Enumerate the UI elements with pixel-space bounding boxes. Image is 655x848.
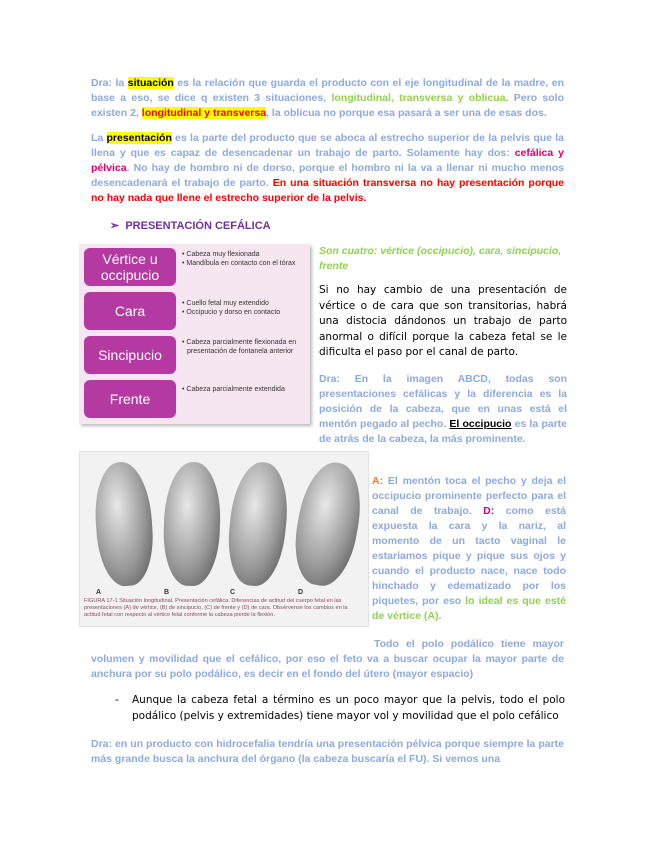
highlight-types: longitudinal y transversa xyxy=(141,107,267,119)
slide-label: Frente xyxy=(84,380,176,418)
paragraph-hidrocefalia: Dra: en un producto con hidrocefalia tendría una presentación pélvica porque siempre la parte más grande busca la anchura del órgano (la cabeza buscaría el FU). Si vemos una xyxy=(91,738,564,765)
text-run: Dra: la xyxy=(91,77,128,89)
highlight-presentacion: presentación xyxy=(106,132,172,144)
slide-notes xyxy=(182,251,308,268)
green-text: lo ideal es que esté de vértice (A) xyxy=(372,595,566,622)
figure-label: D xyxy=(298,589,304,596)
slide-row xyxy=(79,248,310,288)
bullet-text: Aunque la cabeza fetal a término es un poco mayor que la pelvis, todo el polo podálico (pelvis y extremidades) tiene mayor vol y movilidad que el polo cefálico xyxy=(132,694,565,722)
side-dra-paragraph xyxy=(319,372,567,447)
label-a: A: xyxy=(372,475,384,487)
green-text: longitudinal, transversa y oblicua xyxy=(331,92,506,104)
bullet-item xyxy=(115,693,565,724)
text-run: . xyxy=(438,610,442,622)
pink-text: cefálica y pélvica xyxy=(91,147,564,174)
figure-caption: FIGURA 17-1 Situación longitudinal. Presentación cefálica. Diferencias de actitud del cuerpo fetal en las presentaciones (A) de vértice, (B) de sincipucio, (C) de frente y (D) de cara. Obsérvense los cambios en la actitud fetal con respecto al vértice fetal conforme la cabeza pierde la flexión. xyxy=(84,598,348,618)
occipucio-term: El occipucio xyxy=(449,418,512,430)
text-run: es la parte del producto que se aboca al estrecho superior de la pelvis que la llena y que es capaz de desencadenar un trabajo de parto. Solamente hay dos: xyxy=(91,132,564,159)
presentation-slide-image xyxy=(79,244,310,424)
slide-notes xyxy=(182,300,308,317)
text-run: . No hay de hombro ni de dorso, porque el hombro ni la va a llenar ni mucho menos desencadenará el trabajo de parto. xyxy=(91,162,564,189)
side-ad-paragraph xyxy=(372,474,566,624)
slide-note: • Mandíbula en contacto con el tórax xyxy=(182,259,296,267)
figure-label: C xyxy=(230,589,236,596)
text-run: es la parte de atrás de la cabeza, la más prominente. xyxy=(319,418,567,445)
highlight-situacion: situación xyxy=(127,77,174,89)
dash-bullet: - xyxy=(115,694,119,706)
fetus-d-image xyxy=(288,458,369,591)
side-plain-text: Si no hay cambio de una presentación de vértice o de cara que son transitorias, habrá una distocia dándonos un trabajo de parto anormal o difícil porque la cabeza fetal se le dificulta el paso por el canal de parto. xyxy=(319,284,567,358)
slide-note: • Occipucio y dorso en contacto xyxy=(182,308,281,316)
slide-row xyxy=(79,380,310,420)
slide-label: Sincipucio xyxy=(84,336,176,374)
text-run: . Pero solo existen 2, xyxy=(91,92,565,119)
text-run: es la relación que guarda el producto con el eje longitudinal de la madre, en base a eso, se dice q existen 3 situaciones, xyxy=(91,77,564,104)
section-heading xyxy=(110,219,271,232)
side-green-text: Son cuatro: vértice (occipucio), cara, sincipucio, frente xyxy=(319,245,562,272)
slide-note: • Cuello fetal muy extendido xyxy=(182,300,269,307)
slide-notes xyxy=(182,339,308,356)
text-run: La xyxy=(91,132,107,144)
paragraph-presentacion xyxy=(91,131,564,206)
text-run: como está expuesta la cara y la nariz, al momento de un tacto vaginal le estaríamos pique y pique sus ojos y cuando el producto nace, nace todo hinchado y edematizado por los piquetes, por eso xyxy=(372,505,566,607)
slide-label: Vértice u occipucio xyxy=(84,248,176,286)
red-text: En una situación transversa no hay presentación porque no hay nada que llene el estrecho superior de la pelvis. xyxy=(91,177,564,204)
slide-label: Cara xyxy=(84,292,176,330)
section-title: PRESENTACIÓN CEFÁLICA xyxy=(125,220,271,232)
slide-row xyxy=(79,336,310,376)
label-d: D: xyxy=(483,505,495,517)
slide-note: • Cabeza parcialmente extendida xyxy=(182,386,285,393)
slide-note: • Cabeza parcialmente flexionada en presentación de fontanela anterior xyxy=(182,339,297,355)
fetus-b-image xyxy=(162,461,222,587)
paragraph-situacion xyxy=(91,76,564,121)
slide-notes xyxy=(182,386,308,395)
fetus-a-image xyxy=(92,460,157,588)
bullet-icon: ➢ xyxy=(110,220,120,232)
text-run: Dra: En la imagen ABCD, todas son presentaciones cefálicas y la diferencia es la posición de la cabeza, que en unas está el mentón pegado al pecho. xyxy=(319,373,567,430)
fetal-positions-figure xyxy=(79,451,369,627)
paragraph-polo: Todo el polo podálico tiene mayor volumen y movilidad que el cefálico, por eso el feto va a buscar ocupar la mayor parte de anchura por su polo podálico, es decir en el fondo del útero (mayor espacio) xyxy=(91,638,564,680)
slide-row xyxy=(79,292,310,332)
slide-note: • Cabeza muy flexionada xyxy=(182,251,260,258)
fetus-c-image xyxy=(224,459,293,588)
figure-label: A xyxy=(96,589,102,596)
text-run: El mentón toca el pecho y deja el occipucio prominente perfecto para el canal de trabajo. xyxy=(372,475,566,517)
text-run: , la oblicua no porque esa pasará a ser una de esas dos. xyxy=(266,107,547,119)
figure-label: B xyxy=(164,589,170,596)
